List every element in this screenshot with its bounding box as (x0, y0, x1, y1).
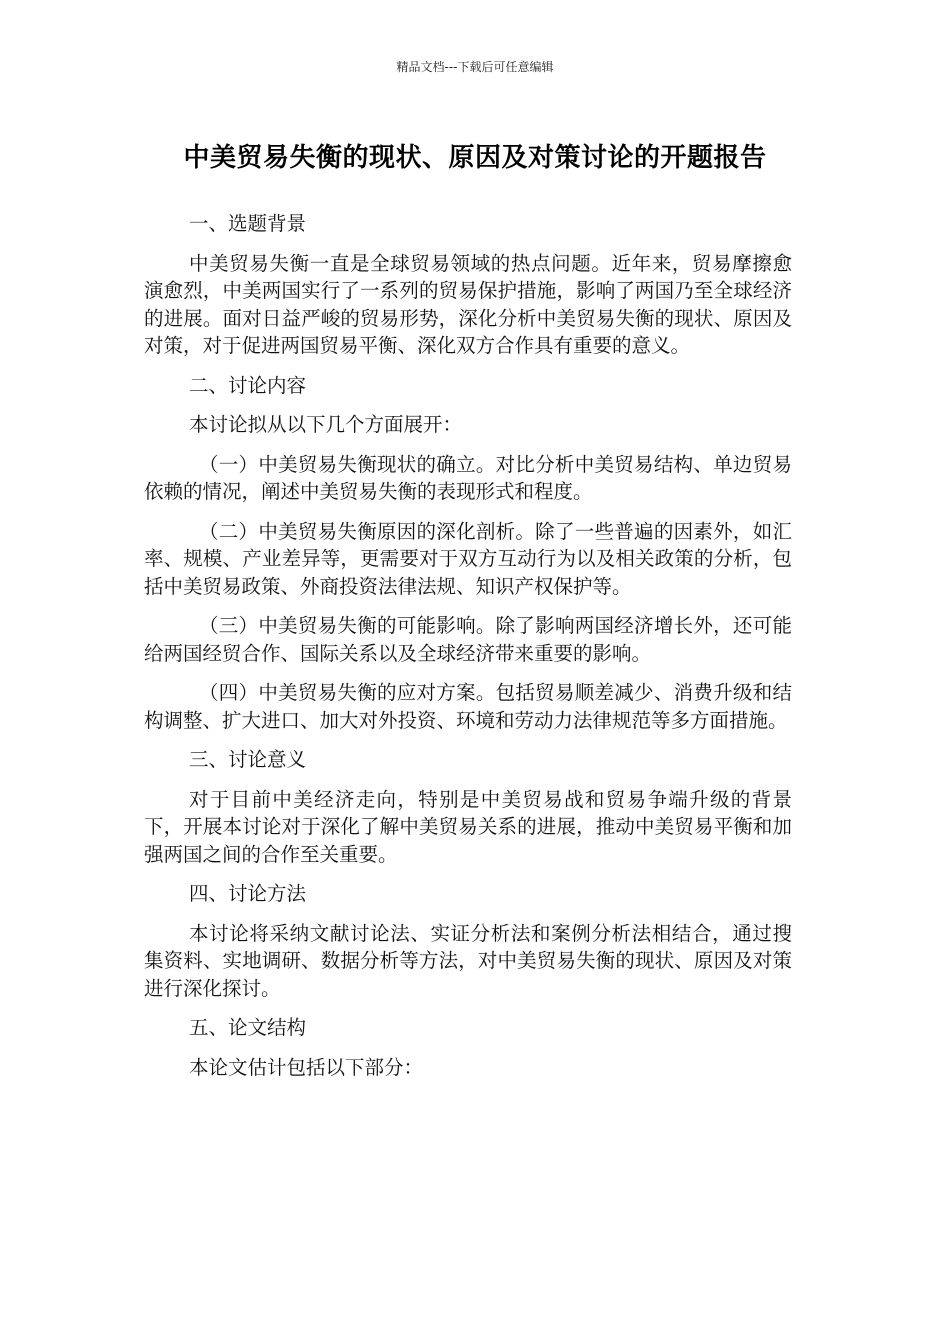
document-body (144, 210, 792, 1093)
paragraph-significance: 对于目前中美经济走向，特别是中美贸易战和贸易争端升级的背景下，开展本讨论对于深化了解中美贸易关系的进展，推动中美贸易平衡和加强两国之间的合作至关重要。 (144, 787, 792, 866)
section-heading-methods: 四、讨论方法 (189, 882, 307, 905)
section-heading-structure: 五、论文结构 (189, 1016, 307, 1039)
paragraph-background: 中美贸易失衡一直是全球贸易领域的热点问题。近年来，贸易摩擦愈演愈烈，中美两国实行了一系列的贸易保护措施，影响了两国乃至全球经济的进展。面对日益严峻的贸易形势，深化分析中美贸易失衡的现状、原因及对策，对于促进两国贸易平衡、深化双方合作具有重要的意义。 (144, 251, 792, 357)
page-header: 精品文档---下载后可任意编辑 (396, 60, 554, 74)
list-item-research-2: （二）中美贸易失衡原因的深化剖析。除了一些普遍的因素外，如汇率、规模、产业差异等，更需要对于双方互动行为以及相关政策的分析，包括中美贸易政策、外商投资法律法规、知识产权保护等。 (144, 519, 792, 598)
section-heading-background: 一、选题背景 (189, 212, 307, 235)
paragraph-methods: 本讨论将采纳文献讨论法、实证分析法和案例分析法相结合，通过搜集资料、实地调研、数据分析等方法，对中美贸易失衡的现状、原因及对策进行深化探讨。 (144, 921, 792, 1000)
section-heading-significance: 三、讨论意义 (189, 748, 307, 771)
section-heading-research-content: 二、讨论内容 (189, 373, 307, 397)
paragraph-structure: 本论文估计包括以下部分： (189, 1055, 424, 1079)
paragraph-research-intro: 本讨论拟从以下几个方面展开： (189, 413, 463, 436)
list-item-research-1: （一）中美贸易失衡现状的确立。对比分析中美贸易结构、单边贸易依赖的情况，阐述中美贸易失衡的表现形式和程度。 (144, 452, 792, 503)
document-title: 中美贸易失衡的现状、原因及对策讨论的开题报告 (183, 143, 767, 173)
list-item-research-3: （三）中美贸易失衡的可能影响。除了影响两国经济增长外，还可能给两国经贸合作、国际关系以及全球经济带来重要的影响。 (144, 614, 792, 665)
list-item-research-4: （四）中美贸易失衡的应对方案。包括贸易顺差减少、消费升级和结构调整、扩大进口、加大对外投资、环境和劳动力法律规范等多方面措施。 (144, 681, 792, 732)
